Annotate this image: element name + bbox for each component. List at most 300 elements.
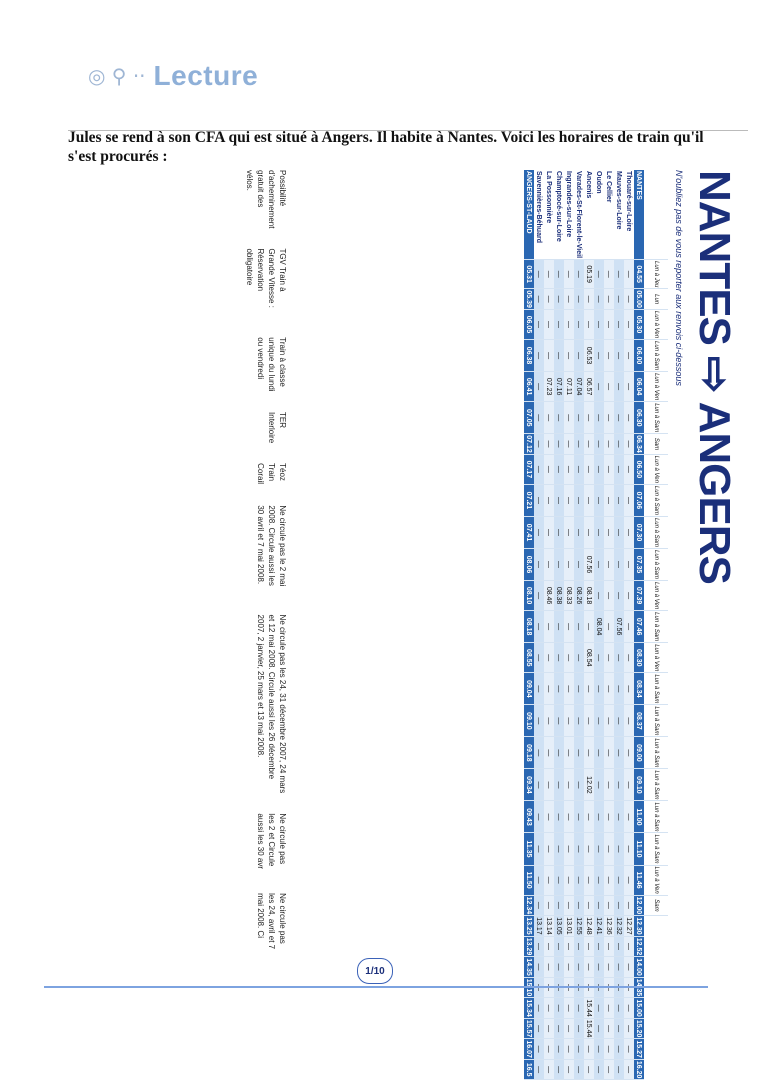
time-cell: — — [604, 484, 614, 516]
time-cell: — — [584, 801, 594, 833]
time-cell: — — [574, 289, 584, 310]
time-cell: 07.56 — [584, 548, 594, 580]
time-cell: — — [574, 434, 584, 455]
time-cell: — — [624, 801, 634, 833]
time-cell: — — [594, 340, 604, 372]
time-cell: — — [564, 1039, 574, 1060]
time-cell: — — [594, 769, 604, 801]
time-cell: — — [614, 801, 624, 833]
time-cell: — — [594, 1039, 604, 1060]
time-cell: 05.00 — [635, 290, 643, 308]
days-cell: Sam — [644, 895, 668, 916]
time-cell: — — [574, 936, 584, 957]
time-cell: — — [624, 611, 634, 643]
time-cell: 06.41 — [524, 372, 534, 402]
time-cell: 12.02 — [584, 769, 594, 801]
time-cell: — — [614, 769, 624, 801]
time-cell: — — [574, 548, 584, 580]
time-cell: — — [614, 1059, 624, 1080]
legend-item: TER Interloire — [267, 412, 287, 444]
time-cell: — — [544, 289, 554, 310]
time-cell: — — [544, 801, 554, 833]
time-cell: — — [574, 977, 584, 998]
days-row — [644, 170, 668, 1080]
time-cell: — — [544, 673, 554, 705]
time-cell: — — [574, 1039, 584, 1060]
time-cell: 13.29 — [525, 937, 533, 956]
time-cell: — — [564, 402, 574, 434]
legend-item: TGV Train à Grande Vitesse : Réservation obligatoire — [245, 248, 287, 308]
time-cell: — — [534, 372, 544, 402]
timetable-row — [574, 170, 584, 1080]
time-cell: — — [534, 402, 544, 434]
time-cell: — — [594, 289, 604, 310]
time-cell: — — [614, 936, 624, 957]
time-cell: — — [614, 372, 624, 402]
time-cell: — — [544, 1018, 554, 1039]
time-cell: — — [564, 936, 574, 957]
time-cell: — — [604, 737, 614, 769]
time-cell: — — [604, 1059, 614, 1080]
time-cell: — — [564, 1059, 574, 1080]
time-cell: 05.19 — [584, 260, 594, 289]
time-cell: — — [604, 309, 614, 339]
time-cell: — — [604, 895, 614, 916]
time-cell: — — [614, 309, 624, 339]
time-cell: — — [604, 865, 614, 895]
time-cell: — — [534, 289, 544, 310]
legend-item: Ne circule pas le 2 mai 2008. Circule aussi les 30 avril et 7 mai 2008. — [256, 505, 287, 587]
time-cell: 12.00 — [635, 896, 643, 915]
time-cell: 09.10 — [524, 705, 534, 737]
time-cell: 08.38 — [554, 581, 564, 611]
time-cell: — — [574, 643, 584, 673]
time-cell: — — [624, 833, 634, 865]
time-cell: — — [594, 434, 604, 455]
time-cell: — — [594, 998, 604, 1019]
time-cell: — — [594, 865, 604, 895]
time-cell: 08.04 — [594, 611, 604, 643]
time-cell: — — [584, 309, 594, 339]
time-cell: 08.37 — [634, 705, 644, 737]
time-cell: 11.10 — [634, 833, 644, 865]
time-cell: — — [594, 895, 604, 916]
time-cell: — — [624, 865, 634, 895]
time-cell: 05.39 — [525, 290, 533, 308]
time-cell: — — [624, 705, 634, 737]
time-cell: — — [584, 454, 594, 484]
time-cell: — — [584, 737, 594, 769]
time-cell: — — [534, 957, 544, 978]
time-cell: 08.33 — [564, 581, 574, 611]
time-cell: — — [594, 581, 604, 611]
time-cell: — — [534, 895, 544, 916]
time-cell: — — [564, 454, 574, 484]
time-cell: 07.56 — [614, 611, 624, 643]
station-name: Champtocé-sur-Loire — [554, 170, 564, 260]
time-cell: — — [534, 998, 544, 1019]
time-cell: — — [584, 705, 594, 737]
time-cell: — — [554, 1059, 564, 1080]
time-cell: — — [624, 372, 634, 402]
time-cell: — — [594, 1059, 604, 1080]
timetable-scan — [200, 160, 768, 1079]
time-cell: — — [554, 454, 564, 484]
time-cell: — — [554, 801, 564, 833]
time-cell: — — [604, 548, 614, 580]
time-cell: — — [624, 548, 634, 580]
time-cell: — — [604, 957, 614, 978]
time-cell: 12.41 — [595, 917, 603, 935]
intro-text: Jules se rend à son CFA qui est situé à Angers. Il habite à Nantes. Voici les horaires de train qu'il s'est procurés : — [68, 129, 704, 165]
time-cell: 06.57 — [584, 372, 594, 402]
time-cell: — — [554, 402, 564, 434]
time-cell: — — [614, 260, 624, 289]
days-cell: Lun à Sam — [644, 673, 668, 705]
time-cell: 08.26 — [574, 581, 584, 611]
time-cell: — — [564, 769, 574, 801]
time-cell: — — [544, 1059, 554, 1080]
days-cell: Lun à Sam — [644, 402, 668, 434]
time-cell: — — [544, 643, 554, 673]
timetable-row — [524, 170, 534, 1080]
time-cell: — — [594, 402, 604, 434]
timetable-rotated — [200, 160, 768, 1079]
time-cell: — — [534, 936, 544, 957]
time-cell: — — [604, 260, 614, 289]
time-cell: — — [544, 998, 554, 1019]
time-cell: 07.35 — [634, 548, 644, 580]
time-cell: — — [624, 1018, 634, 1039]
time-cell: — — [564, 705, 574, 737]
time-cell: — — [614, 516, 624, 548]
time-cell: — — [624, 289, 634, 310]
time-cell: — — [564, 673, 574, 705]
time-cell: — — [544, 833, 554, 865]
days-cell: Lun à Sam — [644, 801, 668, 833]
time-cell: — — [554, 260, 564, 289]
legend-item: Ne circule pas les 2 et Circule aussi les 30 avr — [256, 813, 287, 870]
time-cell: — — [574, 957, 584, 978]
time-cell: — — [604, 372, 614, 402]
time-cell: — — [564, 833, 574, 865]
time-cell: 12.30 — [635, 917, 643, 935]
time-cell: — — [594, 957, 604, 978]
time-cell: — — [554, 434, 564, 455]
time-cell: — — [534, 977, 544, 998]
time-cell: — — [604, 833, 614, 865]
time-cell: — — [564, 643, 574, 673]
time-cell: — — [534, 454, 544, 484]
time-cell: 07.05 — [524, 402, 534, 434]
time-cell: — — [594, 977, 604, 998]
time-cell: — — [614, 643, 624, 673]
time-cell: 07.12 — [525, 435, 533, 453]
time-cell: — — [544, 936, 554, 957]
time-cell: — — [574, 673, 584, 705]
station-name: NANTES — [634, 170, 644, 260]
time-cell: — — [624, 895, 634, 916]
time-cell: — — [604, 516, 614, 548]
time-cell: — — [594, 484, 604, 516]
time-cell: — — [604, 643, 614, 673]
time-cell: — — [594, 548, 604, 580]
time-cell: — — [544, 895, 554, 916]
time-cell: — — [554, 705, 564, 737]
time-cell: — — [614, 484, 624, 516]
time-cell: — — [604, 402, 614, 434]
time-cell: — — [554, 340, 564, 372]
time-cell: 06.38 — [524, 340, 534, 372]
time-cell: 09.34 — [524, 769, 534, 801]
time-cell: 07.04 — [574, 372, 584, 402]
time-cell: — — [564, 977, 574, 998]
time-cell: 07.11 — [564, 372, 574, 402]
time-cell: — — [594, 705, 604, 737]
time-cell: — — [544, 434, 554, 455]
time-cell: — — [584, 957, 594, 978]
days-cell: Lun à Ven — [644, 309, 668, 339]
time-cell: — — [604, 705, 614, 737]
time-cell: 13.25 — [525, 917, 533, 935]
time-cell: — — [614, 434, 624, 455]
timetable-row — [624, 170, 634, 1080]
time-cell: — — [574, 865, 584, 895]
time-cell: — — [574, 340, 584, 372]
time-cell: — — [604, 340, 614, 372]
time-cell: — — [534, 581, 544, 611]
time-cell: — — [604, 611, 614, 643]
time-cell: 07.21 — [524, 484, 534, 516]
page-title: Lecture — [153, 60, 259, 91]
time-cell: — — [564, 611, 574, 643]
time-cell: 09.18 — [524, 737, 534, 769]
time-cell: — — [614, 1039, 624, 1060]
time-cell: — — [544, 865, 554, 895]
time-cell: 11.50 — [524, 865, 534, 895]
lecture-icon: ◎ ⚲ ·· — [88, 64, 146, 88]
time-cell: — — [564, 895, 574, 916]
days-cell: Lun à Sam — [644, 548, 668, 580]
time-cell: — — [534, 516, 544, 548]
time-cell: — — [554, 309, 564, 339]
time-cell: — — [544, 516, 554, 548]
time-cell: — — [564, 865, 574, 895]
time-cell: — — [624, 309, 634, 339]
days-cell: Lun à Ven — [644, 581, 668, 611]
time-cell: — — [624, 1059, 634, 1080]
time-cell: 13.17 — [535, 917, 543, 935]
time-cell: 06.04 — [634, 372, 644, 402]
time-cell: 15.44 — [585, 999, 593, 1017]
time-cell: 07.06 — [634, 484, 644, 516]
time-cell: — — [574, 402, 584, 434]
timetable-title: NANTES ⇨ ANGERS — [690, 170, 739, 584]
time-cell: — — [574, 769, 584, 801]
time-cell: — — [584, 289, 594, 310]
time-cell: — — [584, 673, 594, 705]
time-cell: — — [614, 895, 624, 916]
station-name: Ingrandes-sur-Loire — [564, 170, 574, 260]
time-cell: — — [564, 309, 574, 339]
time-cell: — — [614, 998, 624, 1019]
time-cell: — — [624, 402, 634, 434]
time-cell: 06.53 — [584, 340, 594, 372]
time-cell: 14.00 — [635, 958, 643, 976]
time-cell: — — [584, 865, 594, 895]
legend-item: Possibilité d'acheminement gratuit des vélos. — [245, 170, 287, 229]
timetable-legend — [244, 170, 288, 950]
time-cell: — — [544, 402, 554, 434]
time-cell: — — [554, 833, 564, 865]
time-cell: — — [564, 340, 574, 372]
time-cell: 08.10 — [524, 581, 534, 611]
time-cell: — — [554, 895, 564, 916]
time-cell: — — [574, 484, 584, 516]
timetable-row — [554, 170, 564, 1080]
time-cell: — — [604, 998, 614, 1019]
time-cell: — — [544, 977, 554, 998]
station-name: La Possonnière — [544, 170, 554, 260]
time-cell: — — [614, 977, 624, 998]
time-cell: 15.10 — [525, 978, 533, 997]
timetable-row — [604, 170, 614, 1080]
time-cell: — — [584, 895, 594, 916]
time-cell: — — [554, 484, 564, 516]
time-cell: 07.17 — [524, 454, 534, 484]
time-cell: — — [614, 737, 624, 769]
time-cell: — — [534, 611, 544, 643]
time-cell: — — [614, 454, 624, 484]
time-cell: — — [614, 705, 624, 737]
time-cell: — — [544, 260, 554, 289]
time-cell: — — [574, 454, 584, 484]
time-cell: — — [574, 998, 584, 1019]
time-cell: — — [604, 977, 614, 998]
time-cell: — — [544, 484, 554, 516]
days-cell: Lun à Ven — [644, 454, 668, 484]
time-cell: 08.18 — [524, 611, 534, 643]
time-cell: 15.44 — [585, 1019, 593, 1038]
time-cell: — — [584, 484, 594, 516]
time-cell: — — [574, 309, 584, 339]
days-cell: Sam — [644, 434, 668, 455]
time-cell: — — [534, 434, 544, 455]
time-cell: 07.39 — [634, 581, 644, 611]
time-cell: 06.30 — [634, 402, 644, 434]
time-cell: — — [554, 1039, 564, 1060]
time-cell: 13.05 — [555, 917, 563, 935]
time-cell: 15.57 — [525, 1019, 533, 1038]
time-cell: — — [624, 340, 634, 372]
time-cell: — — [564, 998, 574, 1019]
time-cell: — — [604, 1039, 614, 1060]
time-cell: 14.35 — [635, 978, 643, 997]
time-cell: — — [594, 309, 604, 339]
legend-item: Train à classe unique du lundi ou vendredi — [256, 337, 287, 392]
time-cell: — — [584, 402, 594, 434]
time-cell: — — [624, 434, 634, 455]
time-cell: — — [624, 936, 634, 957]
time-cell: — — [544, 309, 554, 339]
time-cell: — — [574, 611, 584, 643]
time-cell: — — [624, 1039, 634, 1060]
time-cell: — — [624, 260, 634, 289]
time-cell: — — [574, 260, 584, 289]
time-cell: 06.50 — [634, 454, 644, 484]
time-cell: — — [614, 673, 624, 705]
time-cell: — — [534, 801, 544, 833]
time-cell: — — [624, 737, 634, 769]
time-cell: — — [534, 1018, 544, 1039]
days-cell: Lun à Ven — [644, 372, 668, 402]
time-cell: — — [564, 289, 574, 310]
time-cell: 12.52 — [635, 937, 643, 956]
time-cell: — — [624, 769, 634, 801]
time-cell: — — [534, 484, 544, 516]
station-name: ANGERS-ST-LAUD — [524, 170, 534, 260]
time-cell: — — [604, 434, 614, 455]
time-cell: 08.34 — [634, 673, 644, 705]
time-cell: — — [614, 340, 624, 372]
page-header — [88, 60, 258, 92]
time-cell: — — [564, 434, 574, 455]
time-cell: 11.00 — [634, 801, 644, 833]
station-name: Le Cellier — [604, 170, 614, 260]
time-cell: — — [594, 833, 604, 865]
time-cell: — — [624, 643, 634, 673]
time-cell: 06.05 — [524, 309, 534, 339]
time-cell: — — [594, 801, 604, 833]
time-cell: 07.23 — [544, 372, 554, 402]
time-cell: 07.41 — [524, 516, 534, 548]
time-cell: — — [534, 548, 544, 580]
days-cell: Lun à Sam — [644, 833, 668, 865]
time-cell: — — [584, 936, 594, 957]
timetable-table — [524, 170, 668, 1080]
timetable-subtitle: N'oubliez pas de vous reporter aux renvois ci-dessous — [674, 170, 684, 386]
time-cell: — — [584, 434, 594, 455]
time-cell: — — [544, 737, 554, 769]
station-name: Varades-St-Florent-le-Vieil — [575, 171, 583, 259]
time-cell: 07.16 — [554, 372, 564, 402]
time-cell: 11.35 — [524, 833, 534, 865]
time-cell: — — [574, 833, 584, 865]
time-cell: — — [594, 643, 604, 673]
time-cell: 06.34 — [635, 435, 643, 453]
time-cell: 11.46 — [634, 865, 644, 895]
time-cell: — — [554, 548, 564, 580]
time-cell: 09.00 — [634, 737, 644, 769]
time-cell: — — [614, 289, 624, 310]
time-cell: — — [594, 673, 604, 705]
station-name: Oudon — [594, 170, 604, 260]
days-header-blank — [644, 170, 668, 260]
time-cell: 08.30 — [634, 643, 644, 673]
time-cell: — — [564, 1018, 574, 1039]
time-cell: — — [604, 936, 614, 957]
time-cell: — — [624, 998, 634, 1019]
time-cell: 07.30 — [634, 516, 644, 548]
time-cell: 09.10 — [634, 769, 644, 801]
time-cell: 16.5 — [524, 1059, 534, 1080]
station-name: Ancenis — [584, 170, 594, 260]
timetable-row — [534, 170, 544, 1080]
time-cell: — — [544, 611, 554, 643]
time-cell: — — [604, 769, 614, 801]
time-cell: — — [554, 737, 564, 769]
time-cell: — — [594, 372, 604, 402]
